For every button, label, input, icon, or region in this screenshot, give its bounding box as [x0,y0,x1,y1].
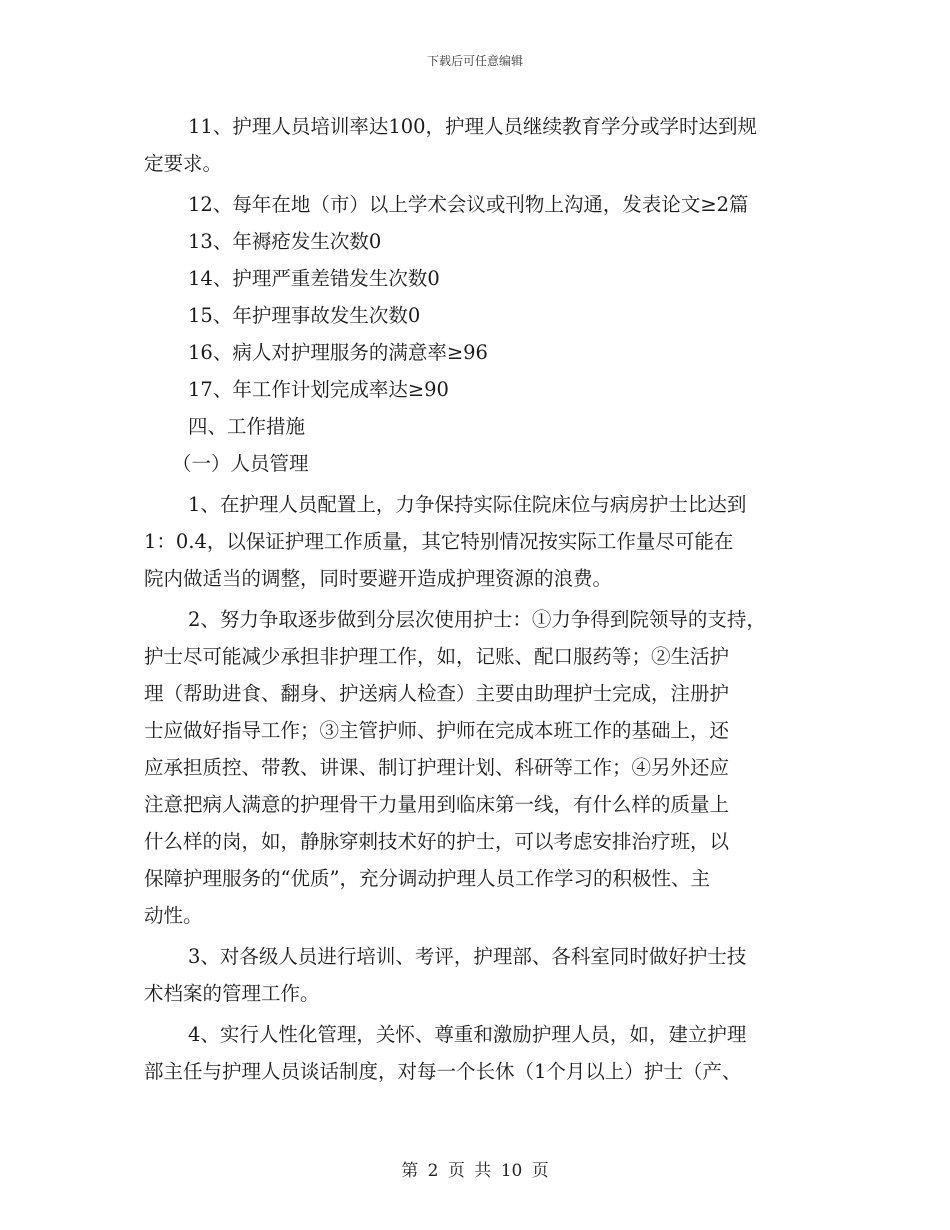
text-line: 1：0.4，以保证护理工作质量，其它特别情况按实际工作量尽可能在 [144,530,734,553]
text-line: 注意把病人满意的护理骨干力量用到临床第一线，有什么样的质量上 [144,793,730,816]
text-line: 16、病人对护理服务的满意率≥96 [188,341,488,364]
text-line: 15、年护理事故发生次数0 [188,304,421,327]
page-header-note: 下载后可任意编辑 [426,54,523,68]
text-line: 4、实行人性化管理，关怀、尊重和激励护理人员，如，建立护理 [188,1023,747,1046]
text-line: 12、每年在地（市）以上学术会议或刊物上沟通，发表论文≥2篇 [188,193,749,216]
text-line: 动性。 [144,904,203,927]
text-line: 17、年工作计划完成率达≥90 [188,378,449,401]
text-line: 术档案的管理工作。 [144,982,320,1005]
text-line: 理（帮助进食、翻身、护送病人检查）主要由助理护士完成，注册护 [144,682,730,705]
text-line: 士应做好指导工作；③主管护师、护师在完成本班工作的基础上，还 [144,719,730,742]
text-line: 13、年褥疮发生次数0 [188,230,382,253]
text-line: 1、在护理人员配置上，力争保持实际住院床位与病房护士比达到 [188,493,747,516]
text-line: 部主任与护理人员谈话制度，对每一个长休（1个月以上）护士（产、 [144,1060,742,1083]
text-line: 保障护理服务的“优质”，充分调动护理人员工作学习的积极性、主 [144,867,710,890]
page-number-footer: 第 2 页 共 10 页 [401,1161,549,1181]
text-line: 应承担质控、带教、讲课、制订护理计划、科研等工作；④另外还应 [144,756,730,779]
text-line: 11、护理人员培训率达100，护理人员继续教育学分或学时达到规 [188,115,758,138]
text-line: 什么样的岗，如，静脉穿刺技术好的护士，可以考虑安排治疗班，以 [144,830,730,853]
text-line: 3、对各级人员进行培训、考评，护理部、各科室同时做好护士技 [188,945,747,968]
text-line: 四、工作措施 [188,415,306,438]
text-line: （一）人员管理 [172,452,309,475]
text-line: 院内做适当的调整，同时要避开造成护理资源的浪费。 [144,567,613,590]
text-line: 14、护理严重差错发生次数0 [188,267,440,290]
text-line: 2、努力争取逐步做到分层次使用护士：①力争得到院领导的支持， [188,608,766,631]
text-line: 护士尽可能减少承担非护理工作，如，记账、配口服药等；②生活护 [144,645,730,668]
text-line: 定要求。 [144,152,223,175]
document-body [144,108,814,1090]
